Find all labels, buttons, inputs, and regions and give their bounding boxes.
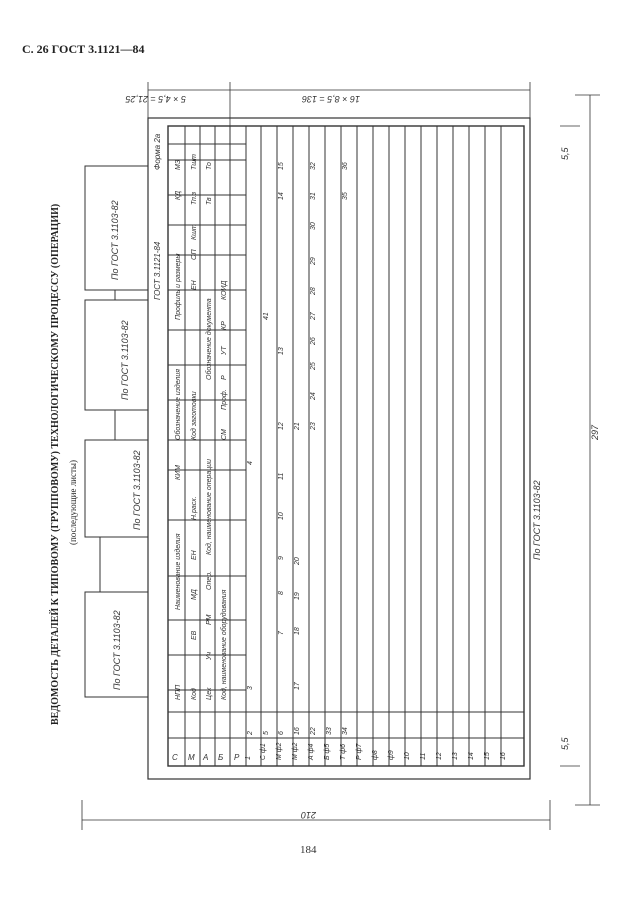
svg-text:18: 18 — [294, 627, 301, 635]
svg-text:20: 20 — [294, 557, 301, 565]
svg-text:13: 13 — [278, 347, 285, 355]
svg-text:Кшт: Кшт — [191, 224, 198, 240]
svg-text:35: 35 — [342, 192, 349, 200]
svg-text:31: 31 — [310, 192, 317, 200]
svg-text:КР: КР — [221, 321, 228, 330]
svg-text:29: 29 — [310, 257, 317, 265]
svg-text:УТ: УТ — [221, 346, 228, 355]
row-letter-m: М — [188, 753, 195, 762]
ref-box-2: По ГОСТ 3.1103-82 — [132, 450, 142, 530]
form-standard: ГОСТ 3.1121-84 — [153, 241, 162, 300]
svg-text:Тв: Тв — [206, 197, 213, 205]
svg-text:Б ф5: Б ф5 — [324, 743, 331, 760]
svg-text:8: 8 — [278, 591, 285, 595]
svg-text:А ф4: А ф4 — [308, 743, 315, 760]
svg-text:4: 4 — [247, 461, 254, 465]
dim-margin-right: 5,5 — [560, 147, 570, 160]
svg-text:5: 5 — [263, 731, 270, 735]
svg-text:Профиль и размеры: Профиль и размеры — [175, 253, 182, 320]
svg-text:Проф.: Проф. — [221, 389, 228, 410]
svg-text:6: 6 — [278, 731, 285, 735]
svg-text:Т ф6: Т ф6 — [340, 744, 347, 760]
page-number: 184 — [300, 844, 317, 856]
svg-text:Код заготовки: Код заготовки — [191, 391, 198, 440]
svg-text:Р: Р — [221, 375, 228, 380]
svg-text:2: 2 — [247, 731, 254, 735]
svg-text:14: 14 — [278, 192, 285, 200]
svg-text:Цех: Цех — [206, 687, 213, 700]
svg-text:11: 11 — [420, 752, 427, 760]
svg-text:22: 22 — [310, 727, 317, 735]
svg-text:16: 16 — [500, 752, 507, 760]
svg-text:15: 15 — [484, 752, 491, 760]
svg-text:23: 23 — [310, 422, 317, 430]
row-letter-c: С — [172, 753, 178, 762]
dim-margin-left: 5,5 — [560, 737, 570, 750]
svg-text:36: 36 — [342, 162, 349, 170]
svg-text:Тп.з: Тп.з — [191, 191, 198, 205]
form-label: Форма 2а — [153, 133, 162, 170]
svg-text:ф9: ф9 — [388, 750, 395, 760]
svg-text:13: 13 — [452, 752, 459, 760]
svg-text:Н.расх.: Н.расх. — [191, 496, 198, 520]
dim-top-left: 5 × 4,5 = 21,25 — [125, 94, 186, 104]
svg-text:ЕН: ЕН — [191, 280, 198, 290]
row-letter-a: А — [203, 753, 209, 762]
ref-box-1: По ГОСТ 3.1103-82 — [112, 610, 122, 690]
svg-text:17: 17 — [294, 682, 301, 690]
svg-text:СМ: СМ — [221, 429, 228, 440]
svg-text:19: 19 — [294, 592, 301, 600]
svg-text:30: 30 — [310, 222, 317, 230]
document-title: ВЕДОМОСТЬ ДЕТАЛЕЙ К ТИПОВОМУ (ГРУППОВОМУ) ТЕХНОЛОГИЧЕСКОМУ ПРОЦЕССУ (ОПЕРАЦИИ) — [50, 203, 61, 725]
svg-text:ЕН: ЕН — [191, 550, 198, 560]
svg-text:С ф1: С ф1 — [260, 743, 267, 760]
svg-text:26: 26 — [310, 337, 317, 345]
svg-text:25: 25 — [310, 362, 317, 370]
document-subtitle: (последующие листы) — [68, 460, 78, 545]
svg-text:24: 24 — [310, 392, 317, 400]
svg-text:41: 41 — [263, 312, 270, 320]
svg-text:34: 34 — [342, 727, 349, 735]
svg-text:7: 7 — [278, 631, 285, 635]
svg-text:РМ: РМ — [206, 614, 213, 625]
svg-text:10: 10 — [404, 752, 411, 760]
svg-text:КД: КД — [175, 190, 182, 200]
svg-text:16: 16 — [294, 727, 301, 735]
svg-text:Обозначение изделия: Обозначение изделия — [175, 368, 182, 440]
svg-text:12: 12 — [436, 752, 443, 760]
svg-text:ф8: ф8 — [372, 750, 379, 760]
ref-bottom: По ГОСТ 3.1103-82 — [532, 480, 542, 560]
svg-text:М ф2: М ф2 — [276, 742, 283, 760]
svg-text:1: 1 — [245, 756, 252, 760]
svg-text:Наименование изделия: Наименование изделия — [175, 533, 182, 610]
svg-text:ЕВ: ЕВ — [191, 630, 198, 640]
svg-text:10: 10 — [278, 512, 285, 520]
dim-height: 297 — [590, 424, 600, 440]
svg-text:28: 28 — [310, 287, 317, 295]
svg-text:МД: МД — [191, 589, 198, 600]
svg-text:9: 9 — [278, 556, 285, 560]
ref-box-3: По ГОСТ 3.1103-82 — [120, 320, 130, 400]
svg-text:27: 27 — [310, 312, 317, 320]
svg-text:12: 12 — [278, 422, 285, 430]
svg-text:14: 14 — [468, 752, 475, 760]
svg-text:15: 15 — [278, 162, 285, 170]
svg-text:КИМ: КИМ — [175, 465, 182, 480]
svg-text:Р ф7: Р ф7 — [356, 743, 363, 760]
row-letter-b: Б — [218, 753, 224, 762]
svg-text:НПП: НПП — [175, 684, 182, 700]
svg-text:МЗ: МЗ — [175, 159, 182, 170]
svg-text:Код, наименование операции: Код, наименование операции — [206, 458, 213, 555]
svg-text:Обозначение документа: Обозначение документа — [206, 298, 213, 380]
svg-text:Опер.: Опер. — [206, 570, 213, 590]
dim-width: 210 — [300, 810, 316, 820]
svg-text:Уч: Уч — [206, 651, 213, 660]
form-outer-border — [148, 118, 530, 779]
dim-top-right: 16 × 8,5 = 136 — [301, 94, 360, 104]
svg-text:33: 33 — [326, 727, 333, 735]
page-header: С. 26 ГОСТ 3.1121—84 — [22, 42, 145, 56]
svg-text:То: То — [206, 162, 213, 170]
svg-text:ОП: ОП — [191, 249, 198, 260]
svg-text:КОИД: КОИД — [221, 280, 228, 300]
svg-text:32: 32 — [310, 162, 317, 170]
svg-text:3: 3 — [247, 686, 254, 690]
svg-text:21: 21 — [294, 422, 301, 430]
svg-text:Тшт: Тшт — [191, 154, 198, 170]
svg-text:Код, наименование оборудования: Код, наименование оборудования — [221, 589, 228, 700]
svg-text:11: 11 — [278, 472, 285, 480]
svg-text:Код: Код — [191, 688, 198, 700]
row-letter-p: Р — [234, 753, 240, 762]
svg-text:М ф2: М ф2 — [292, 742, 299, 760]
ref-box-4: По ГОСТ 3.1103-82 — [110, 200, 120, 280]
